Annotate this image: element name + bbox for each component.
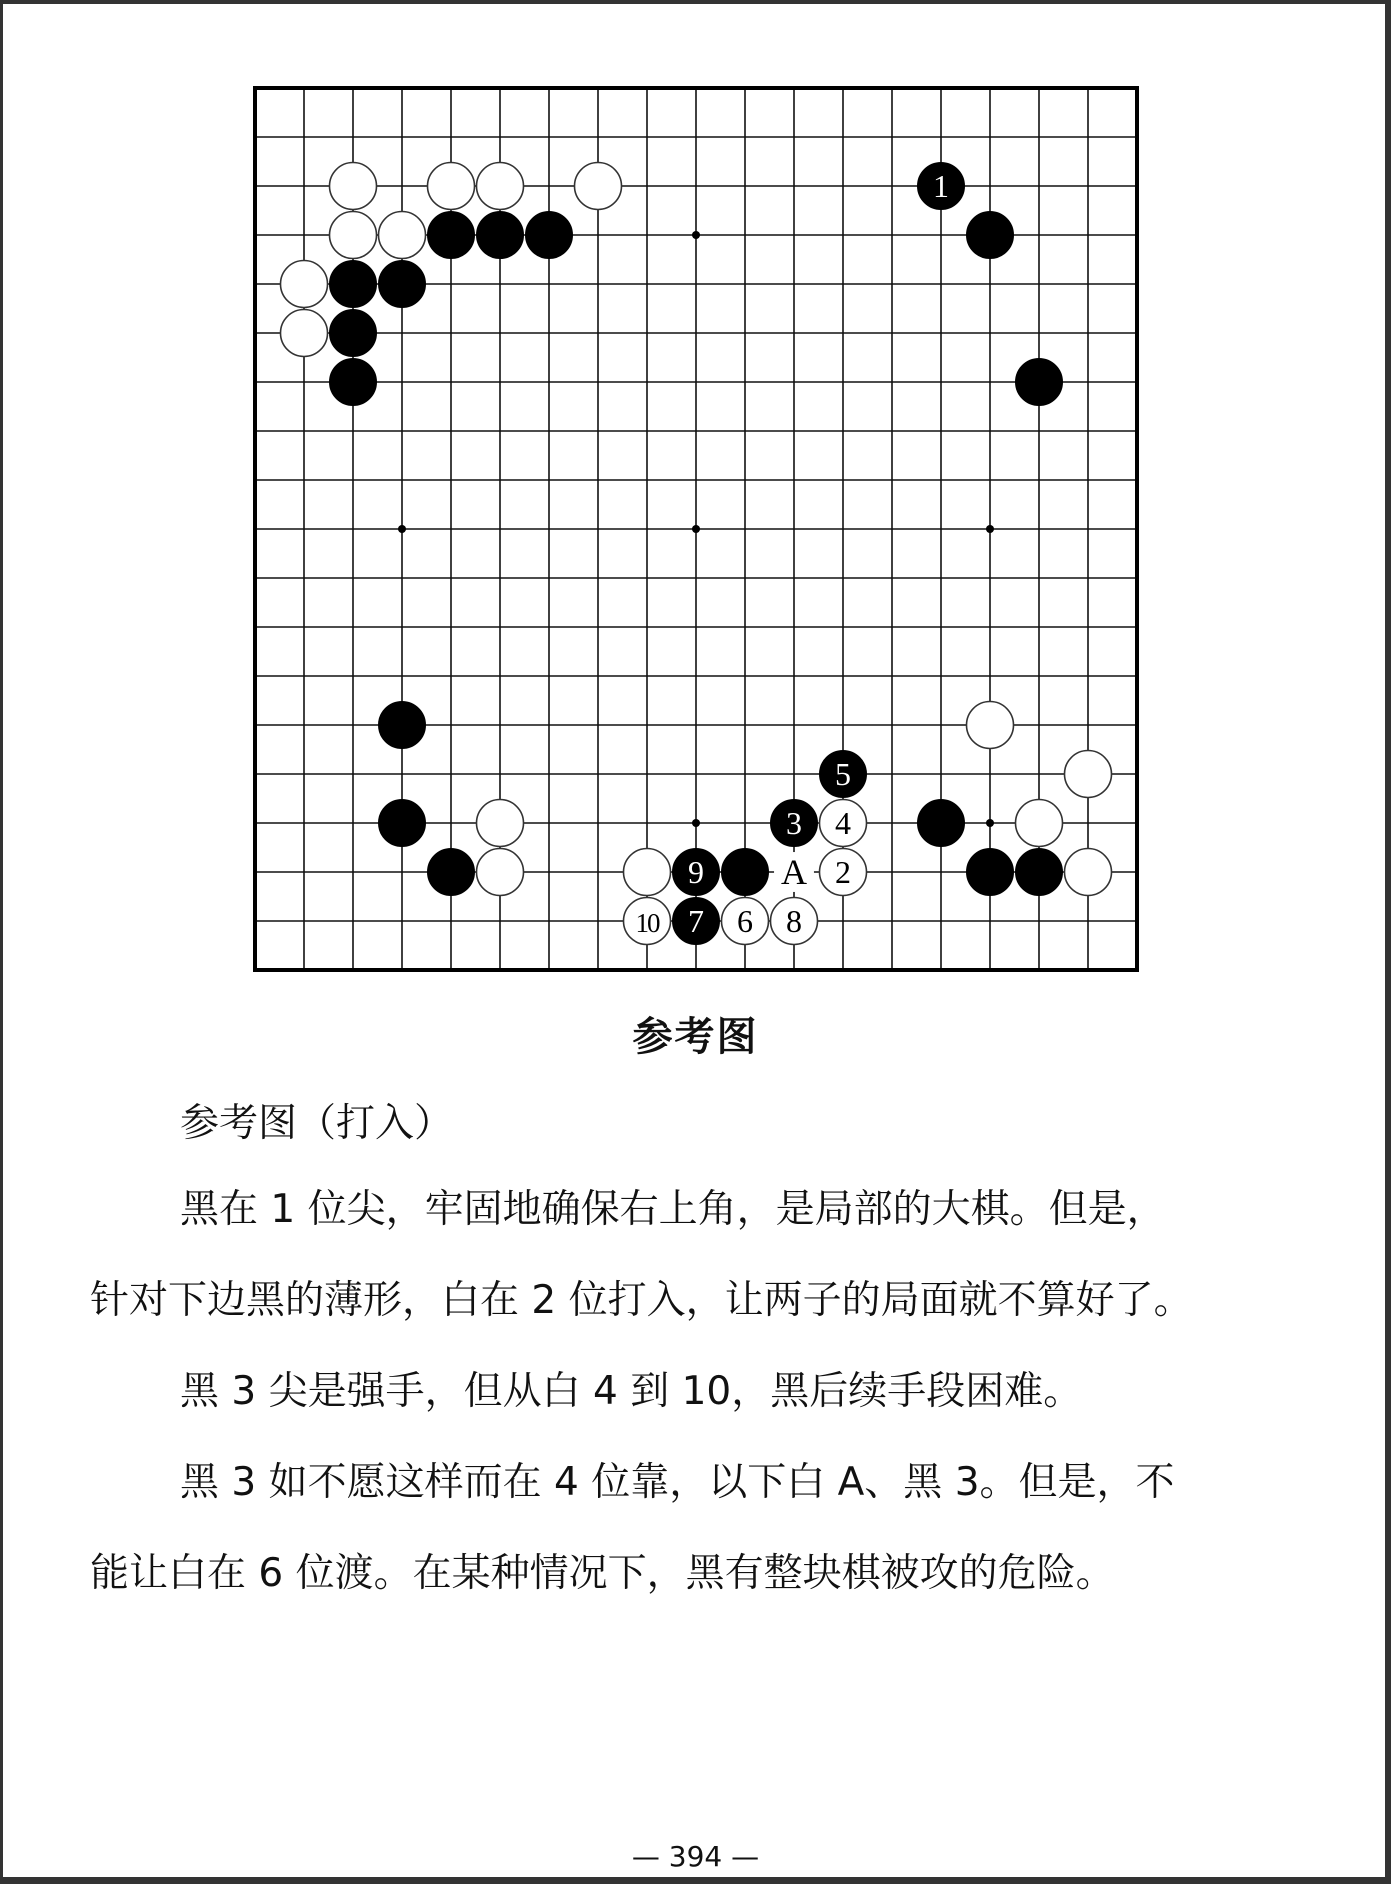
black-stone (967, 212, 1014, 259)
black-stone (477, 212, 524, 259)
black-stone (428, 212, 475, 259)
move-number: 5 (835, 756, 851, 792)
white-stone (428, 163, 475, 210)
black-stone (1016, 359, 1063, 406)
white-stone (1065, 751, 1112, 798)
move-number: 4 (835, 805, 851, 841)
black-stone (1016, 849, 1063, 896)
white-stone (1065, 849, 1112, 896)
black-stone (428, 849, 475, 896)
body-line-5: 能让白在 6 位渡。在某种情况下，黑有整块棋被攻的危险。 (90, 1551, 1115, 1596)
move-number: 1 (933, 168, 949, 204)
point-marker-label: A (781, 852, 807, 892)
white-stone (477, 849, 524, 896)
body-text (90, 1164, 1310, 1619)
move-number: 10 (635, 908, 659, 938)
star-point (692, 231, 700, 239)
section-heading: 参考图（打入） (180, 1101, 454, 1146)
body-line-1: 黑在 1 位尖，牢固地确保右上角，是局部的大棋。但是， (180, 1187, 1166, 1232)
move-number: 7 (688, 903, 704, 939)
body-line-2: 针对下边黑的薄形，白在 2 位打入，让两子的局面就不算好了。 (90, 1278, 1193, 1323)
star-point (692, 525, 700, 533)
black-stone (967, 849, 1014, 896)
black-stone (918, 800, 965, 847)
black-stone (330, 359, 377, 406)
move-number: 8 (786, 903, 802, 939)
white-stone (477, 800, 524, 847)
move-number: 9 (688, 854, 704, 890)
page-number: — 394 — (631, 1840, 760, 1873)
star-point (398, 525, 406, 533)
move-number: 2 (835, 854, 851, 890)
black-stone (330, 261, 377, 308)
white-stone (575, 163, 622, 210)
body-line-3: 黑 3 尖是强手，但从白 4 到 10，黑后续手段困难。 (180, 1369, 1083, 1414)
white-stone (967, 702, 1014, 749)
white-stone (281, 310, 328, 357)
black-stone (526, 212, 573, 259)
white-stone (330, 212, 377, 259)
diagram-caption: 参考图 (632, 1014, 759, 1060)
black-stone (379, 261, 426, 308)
star-point (986, 525, 994, 533)
white-stone (1016, 800, 1063, 847)
black-stone (722, 849, 769, 896)
star-point (692, 819, 700, 827)
white-stone (281, 261, 328, 308)
move-number: 6 (737, 903, 753, 939)
star-point (986, 819, 994, 827)
white-stone (624, 849, 671, 896)
black-stone (379, 800, 426, 847)
move-number: 3 (786, 805, 802, 841)
white-stone (477, 163, 524, 210)
white-stone (379, 212, 426, 259)
black-stone (330, 310, 377, 357)
black-stone (379, 702, 426, 749)
white-stone (330, 163, 377, 210)
body-line-4: 黑 3 如不愿这样而在 4 位靠，以下白 A、黑 3。但是，不 (180, 1460, 1175, 1505)
